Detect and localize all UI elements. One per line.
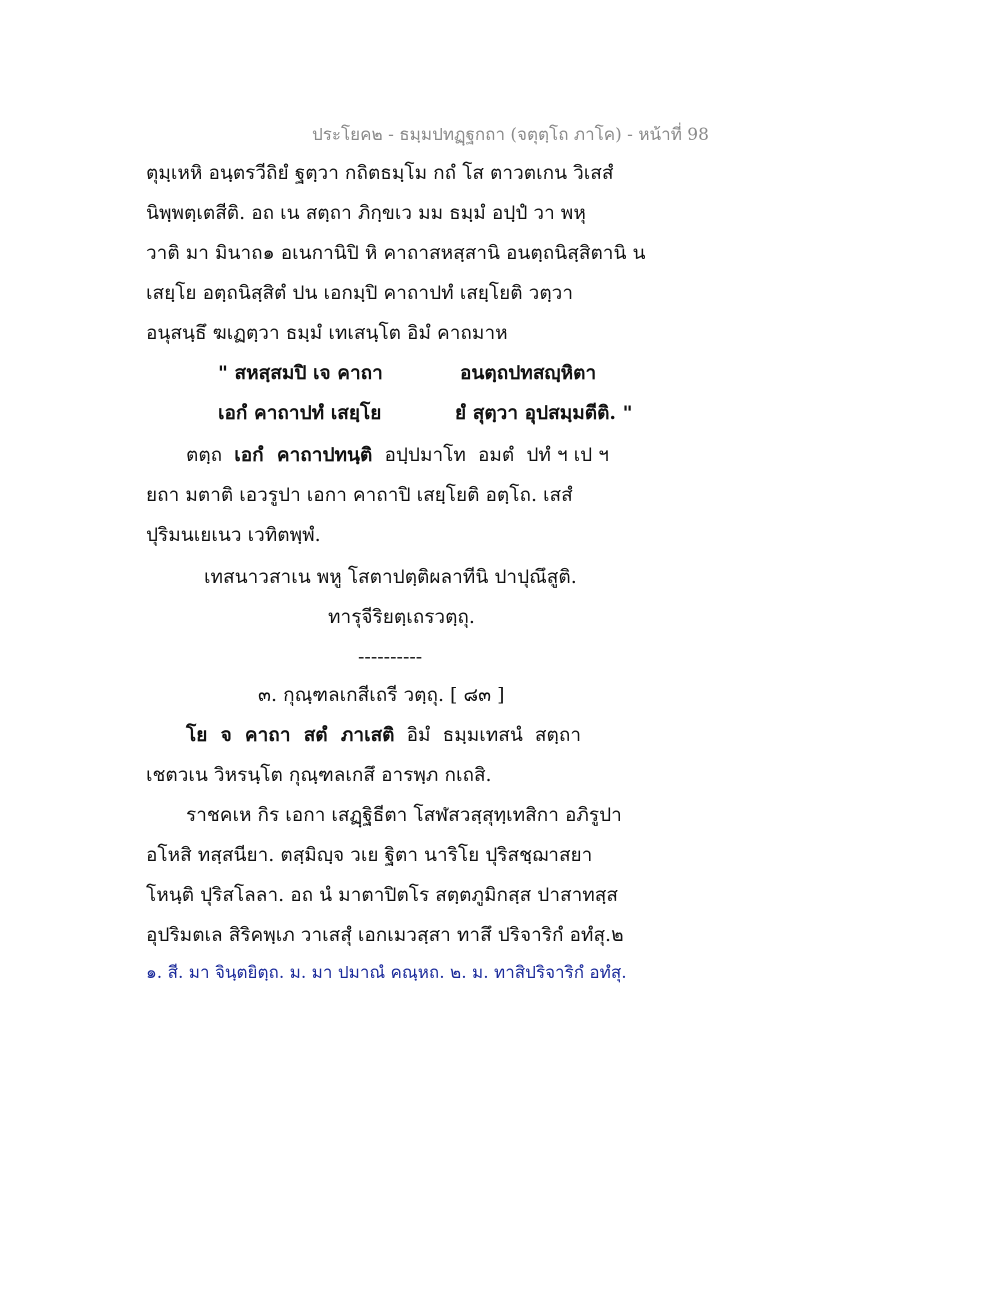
body-line-4: เสยฺโย อตฺถนิสฺสิตํ ปน เอกมฺปิ คาถาปทํ เสยฺโยติ วตฺวา [146, 282, 573, 304]
footnote: ๑. สี. มา จินฺตยิตฺถ. ม. มา ปมาณํ คณฺหถ. ๒. ม. ทาสิปริจาริกํ อทํสุ. [146, 963, 627, 983]
story-opening-verse: โย จ คาถา สตํ ภาเสติ [186, 724, 395, 746]
body-line-1: ตุมฺเหหิ อนฺตรวีถิยํ ฐตฺวา กถิตธมฺโม กถํ โส ตาวตเกน วิเสสํ [146, 162, 614, 184]
body-line-3: วาติ มา มินาถ๑ อเนกานิปิ หิ คาถาสหสฺสานิ อนตฺถนิสฺสิตานิ น [146, 242, 646, 264]
comment-line-3: ปุริมนเยเนว เวทิตพฺพํ. [146, 524, 321, 546]
story-end-title: ทารุจีริยตฺเถรวตฺถุ. [328, 606, 475, 628]
body-line-5: อนุสนฺธึ ฆเฏตฺวา ธมฺมํ เทเสนฺโต อิมํ คาถมาห [146, 322, 508, 344]
verse-line-2-right: ยํ สุตฺวา อุปสมฺมตีติ. " [455, 402, 633, 424]
comment-prefix: ตตฺถ [186, 444, 235, 466]
separator: ---------- [358, 646, 423, 668]
body-line-2: นิพฺพตฺเตสีติ. อถ เน สตฺถา ภิกฺขเว มม ธมฺมํ อปฺปํ วา พหุ [146, 202, 586, 224]
story-line-2: เชตวเน วิหรนฺโต กุณฺฑลเกสึ อารพฺภ กเถสิ. [146, 764, 492, 786]
comment-line-2: ยถา มตาติ เอวรูปา เอกา คาถาปิ เสยฺโยติ อตฺโถ. เสสํ [146, 484, 573, 506]
comment-keyword: เอกํ คาถาปทนฺติ [234, 444, 373, 466]
section-title: ๓. กุณฺฑลเกสีเถรี วตฺถุ. [ ๘๓ ] [258, 684, 505, 706]
verse-line-2-left: เอกํ คาถาปทํ เสยฺโย [218, 402, 382, 424]
story-line-6: อุปริมตเล สิริคพฺเภ วาเสสุํ เอกเมวสฺสา ทาสึ ปริจาริกํ อทํสุ.๒ [146, 924, 624, 946]
story-line-3: ราชคเห กิร เอกา เสฏฺฐิธีตา โสฬสวสฺสุทฺเทสิกา อภิรูปา [186, 804, 622, 826]
story-line-1-rest: อิมํ ธมฺมเทสนํ สตฺถา [394, 724, 582, 746]
verse-line-1-left: " สหสฺสมปิ เจ คาถา [218, 362, 383, 384]
comment-rest: อปฺปมาโท อมตํ ปทํ ฯ เป ฯ [372, 444, 609, 466]
closing-result: เทสนาวสาเน พหู โสตาปตฺติผลาทีนิ ปาปุณึสูติ. [204, 566, 577, 588]
page-header: ประโยค๒ - ธมฺมปทฏฺฐกถา (จตุตฺโถ ภาโค) - หน้าที่ 98 [312, 125, 709, 145]
story-line-5: โหนฺติ ปุริสโลลา. อถ นํ มาตาปิตโร สตฺตภูมิกสฺส ปาสาทสฺส [146, 884, 619, 906]
verse-line-1-right: อนตฺถปทสญฺหิตา [460, 362, 597, 384]
comment-line-1 [186, 442, 609, 468]
story-line-1 [186, 722, 581, 748]
story-line-4: อโหสิ ทสฺสนียา. ตสฺมิญฺจ วเย ฐิตา นาริโย ปุริสชฺฌาสยา [146, 844, 593, 866]
